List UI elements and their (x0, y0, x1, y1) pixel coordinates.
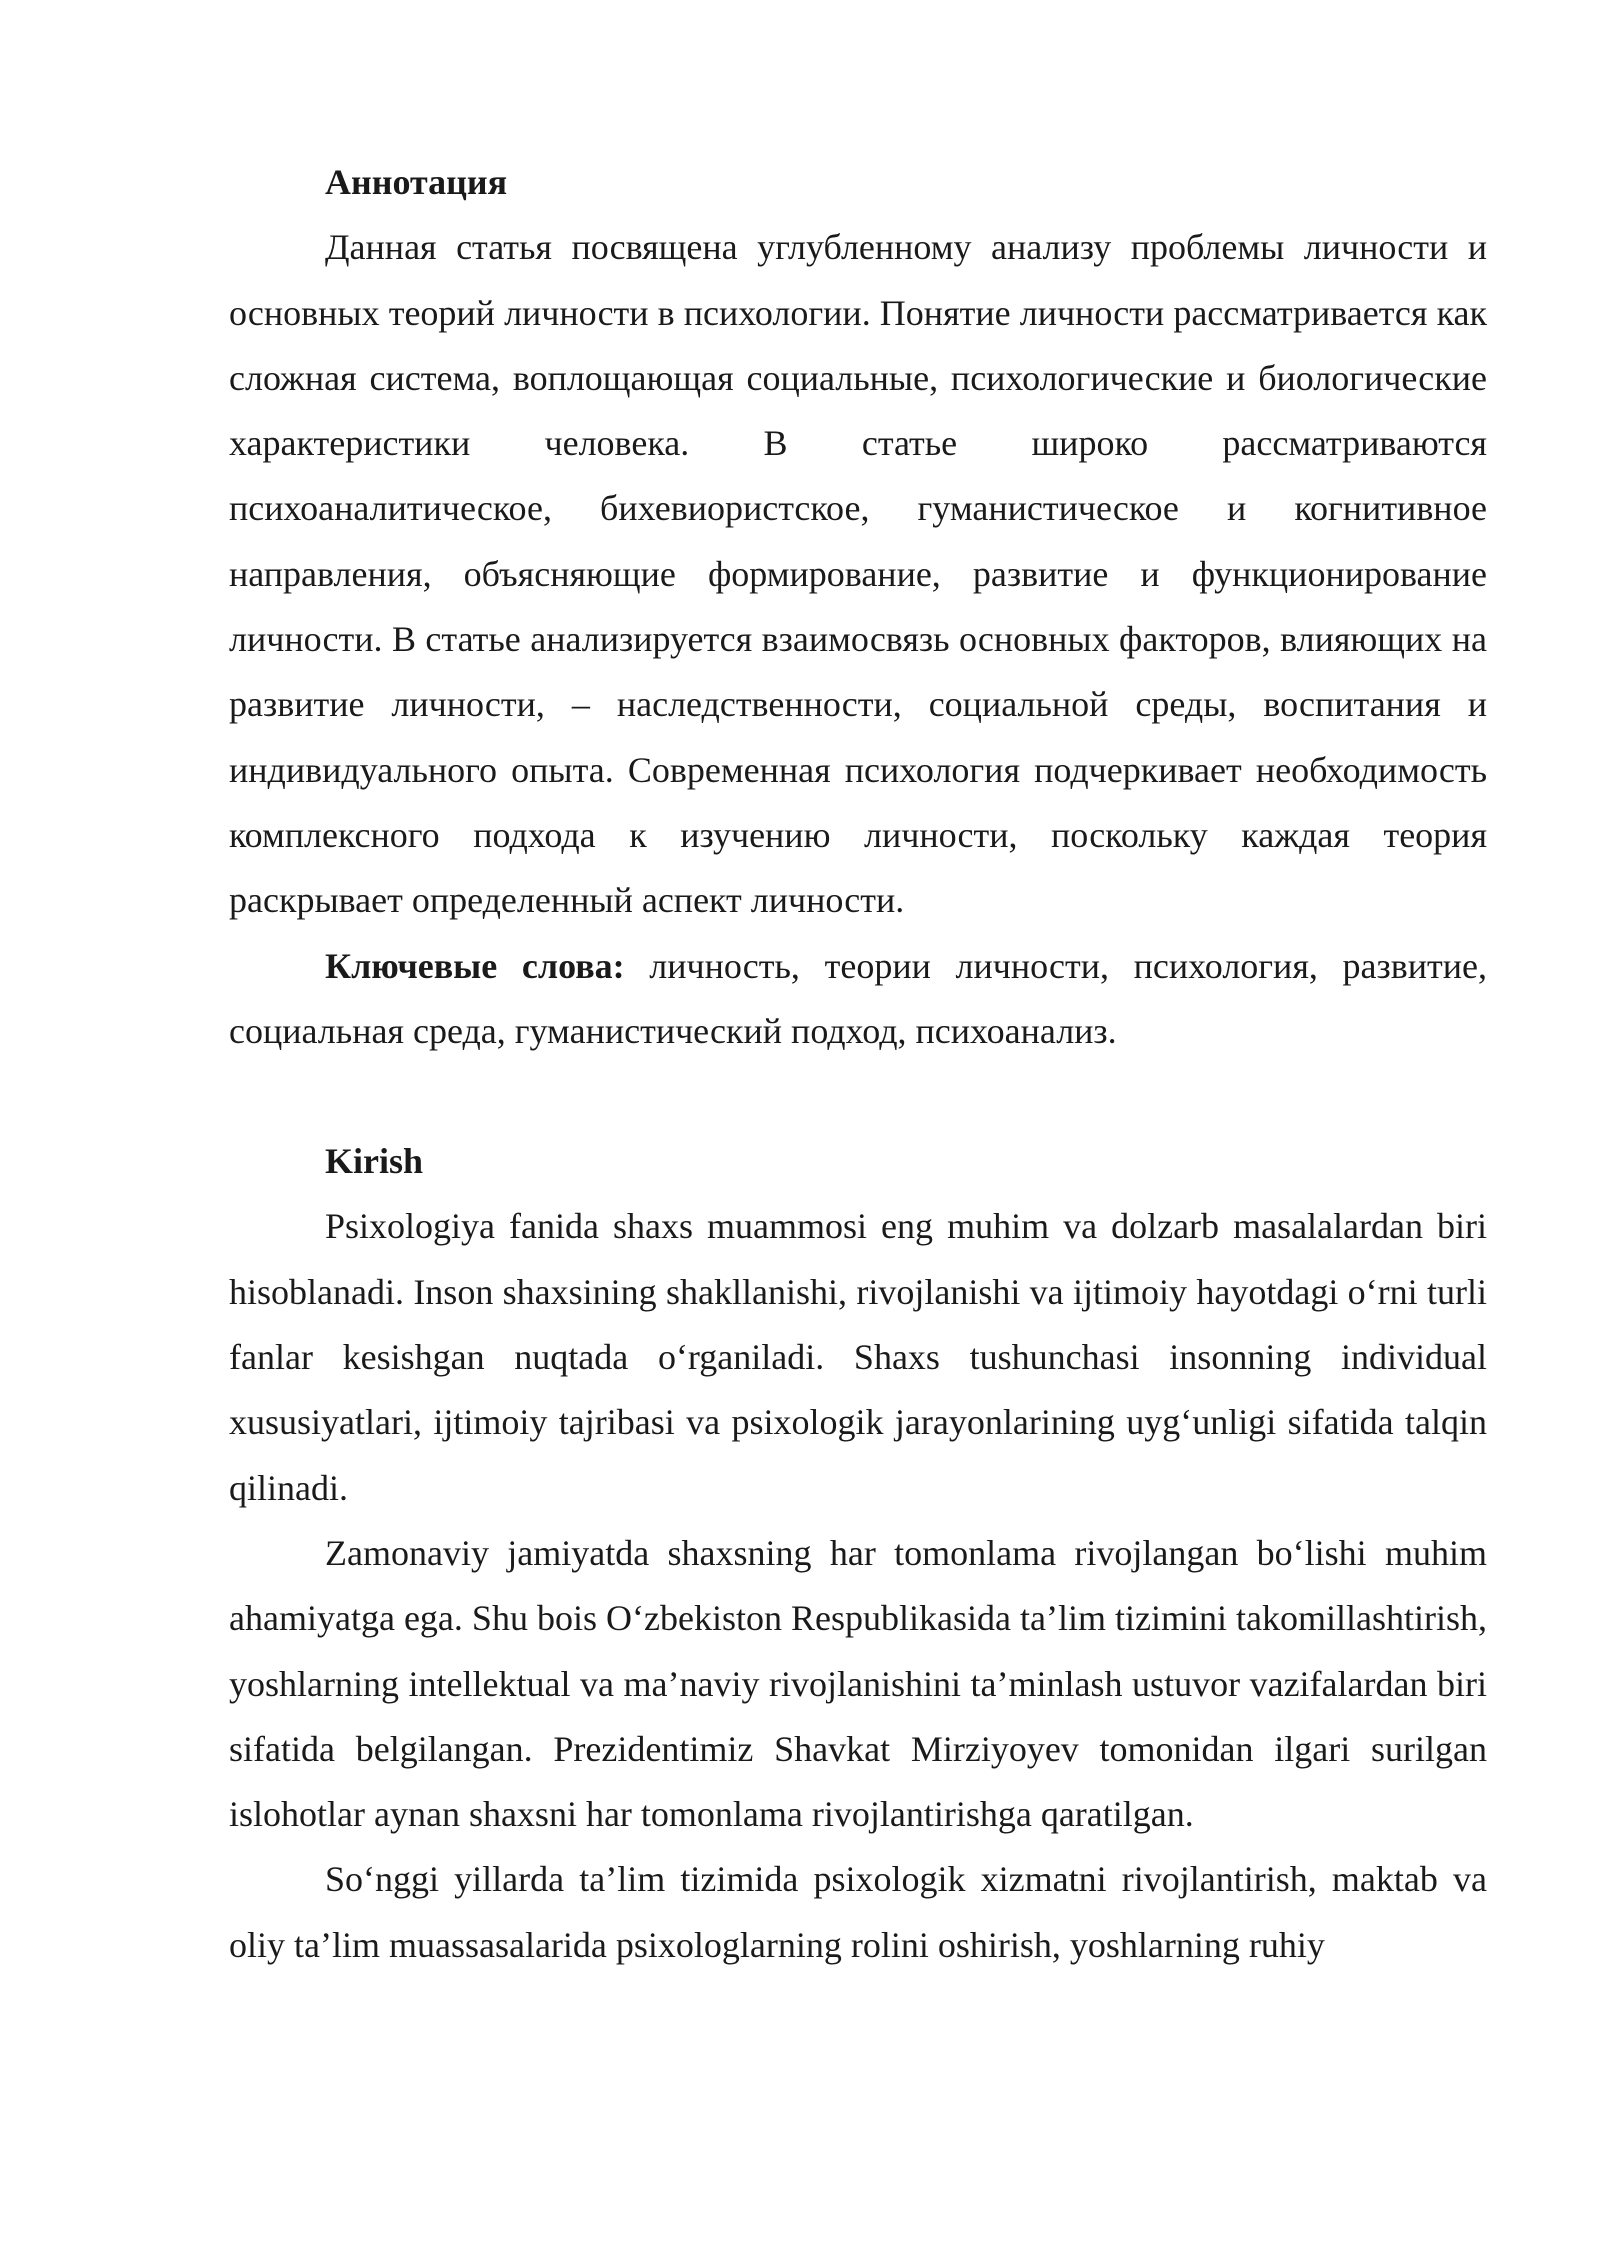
section-spacer (229, 1064, 1487, 1129)
introduction-paragraph-2: Zamonaviy jamiyatda shaxsning har tomonlama rivojlangan bo‘lishi muhim ahamiyatga ega. Shu bois O‘zbekiston Respublikasida ta’lim tizimini takomillashtirish, yoshlarning intellektual va ma’naviy rivojlanishini ta’minlash ustuvor vazifalardan biri sifatida belgilangan. Prezidentimiz Shavkat Mirziyoyev tomonidan ilgari surilgan islohotlar aynan shaxsni har tomonlama rivojlantirishga qaratilgan. (229, 1532, 1487, 1835)
annotation-body: Данная статья посвящена углубленному анализу проблемы личности и основных теорий личности в психологии. Понятие личности рассматривается как сложная система, воплощающая социальные, психологические и биологические характеристики человека. В статье широко рассматриваются психоаналитическое, бихевиористское, гуманистическое и когнитивное направления, объясняющие формирование, развитие и функционирование личности. В статье анализируется взаимосвязь основных факторов, влияющих на развитие личности, – наследственности, социальной среды, воспитания и индивидуального опыта. Современная психология подчеркивает необходимость комплексного подхода к изучению личности, поскольку каждая теория раскрывает определенный аспект личности. (229, 227, 1487, 921)
keywords-label: Ключевые слова: (325, 945, 625, 986)
annotation-heading: Аннотация (325, 162, 508, 202)
introduction-heading: Kirish (325, 1141, 424, 1182)
introduction-paragraph-3: So‘nggi yillarda ta’lim tizimida psixologik xizmatni rivojlantirish, maktab va oliy ta’lim muassasalarida psixologlarning rolini oshirish, yoshlarning ruhiy (229, 1859, 1487, 1965)
keywords-paragraph (229, 934, 1487, 1065)
keywords-text: личность, теории личности, психология, развитие, социальная среда, гуманистический подход, психоанализ. (229, 945, 1487, 1051)
document-page (229, 150, 1487, 1978)
introduction-paragraph-1: Psixologiya fanida shaxs muammosi eng muhim va dolzarb masalalardan biri hisoblanadi. Inson shaxsining shakllanishi, rivojlanishi va ijtimoiy hayotdagi o‘rni turli fanlar kesishgan nuqtada o‘rganiladi. Shaxs tushunchasi insonning individual xususiyatlari, ijtimoiy tajribasi va psixologik jarayonlarining uyg‘unligi sifatida talqin qilinadi. (229, 1206, 1487, 1508)
